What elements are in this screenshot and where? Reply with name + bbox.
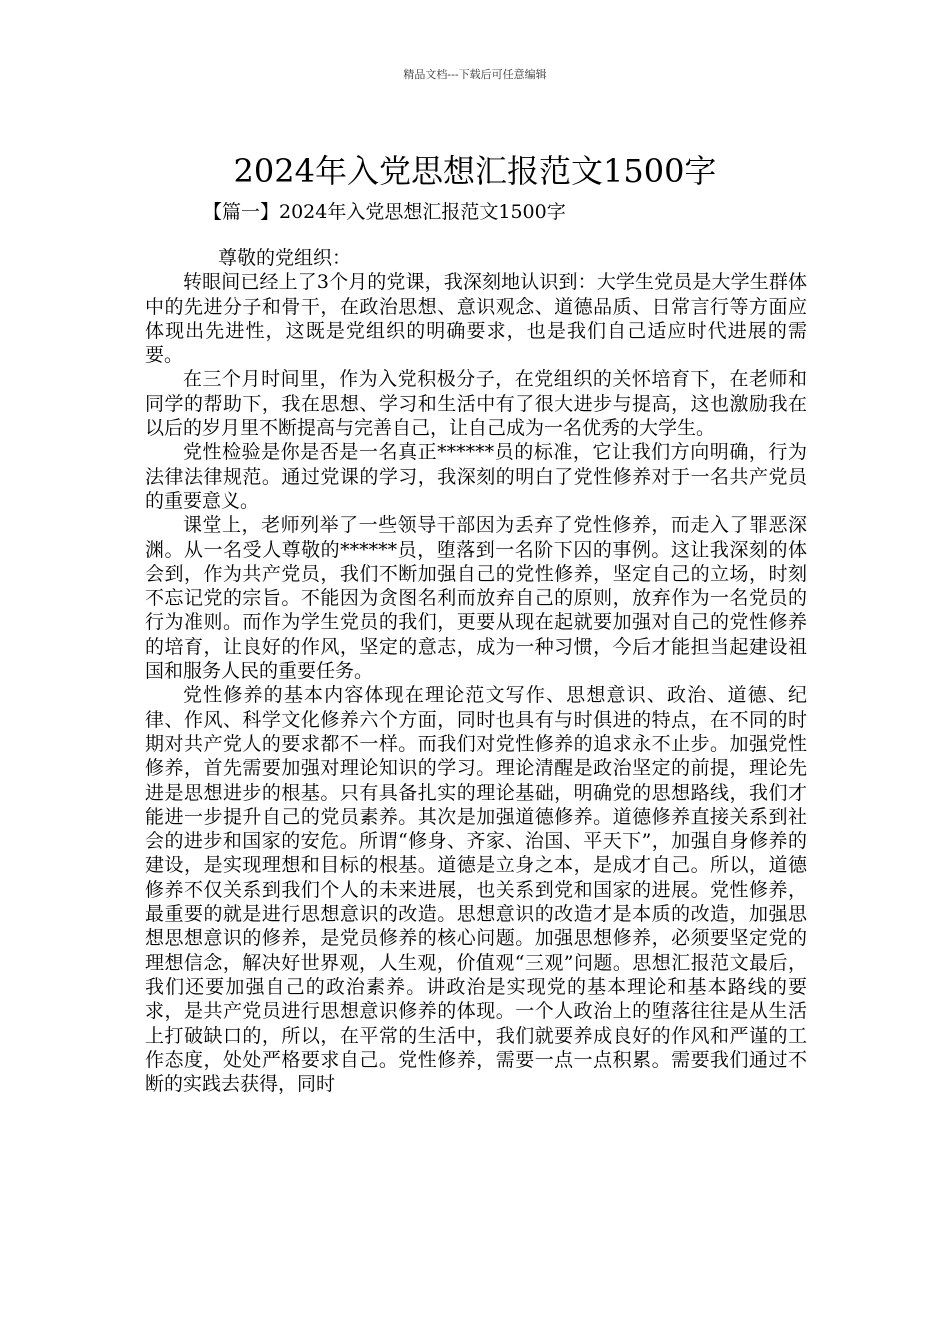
paragraph-1: 转眼间已经上了3个月的党课，我深刻地认识到：大学生党员是大学生群体中的先进分子和骨干，在政治思想、意识观念、道德品质、日常言行等方面应体现出先进性，这既是党组织的明确要求，也是我们自己适应时代进展的需要。 [145,271,807,367]
paragraph-4: 课堂上，老师列举了一些领导干部因为丢弃了党性修养，而走入了罪恶深渊。从一名受人尊敬的******员，堕落到一名阶下囚的事例。这让我深刻的体会到，作为共产党员，我们不断加强自己的党性修养，坚定自己的立场，时刻不忘记党的宗旨。不能因为贪图名利而放弃自己的原则，放弃作为一名党员的行为准则。而作为学生党员的我们，更要从现在起就要加强对自己的党性修养的培育，让良好的作风，坚定的意志，成为一种习惯，今后才能担当起建设祖国和服务人民的重要任务。 [145,514,807,683]
document-body [145,246,807,1096]
section-heading: 【篇一】2024年入党思想汇报范文1500字 [203,201,566,223]
page-header: 精品文档---下载后可任意编辑 [403,68,547,81]
paragraph-5: 党性修养的基本内容体现在理论范文写作、思想意识、政治、道德、纪律、作风、科学文化修养六个方面，同时也具有与时俱进的特点，在不同的时期对共产党人的要求都不一样。而我们对党性修养的追求永不止步。加强党性修养，首先需要加强对理论知识的学习。理论清醒是政治坚定的前提，理论先进是思想进步的根基。只有具备扎实的理论基础，明确党的思想路线，我们才能进一步提升自己的党员素养。其次是加强道德修养。道德修养直接关系到社会的进步和国家的安危。所谓“修身、齐家、治国、平天下”，加强自身修养的建设，是实现理想和目标的根基。道德是立身之本，是成才自己。所以，道德修养不仅关系到我们个人的未来进展，也关系到党和国家的进展。党性修养，最重要的就是进行思想意识的改造。思想意识的改造才是本质的改造，加强思想思想意识的修养，是党员修养的核心问题。加强思想修养，必须要坚定党的理想信念，解决好世界观，人生观，价值观“三观”问题。思想汇报范文最后，我们还要加强自己的政治素养。讲政治是实现党的基本理论和基本路线的要求，是共产党员进行思想意识修养的体现。一个人政治上的堕落往往是从生活上打破缺口的，所以，在平常的生活中，我们就要养成良好的作风和严谨的工作态度，处处严格要求自己。党性修养，需要一点一点积累。需要我们通过不断的实践去获得，同时 [145,684,807,1096]
document-title: 2024年入党思想汇报范文1500字 [233,152,717,191]
salutation: 尊敬的党组织： [218,247,352,269]
paragraph-2: 在三个月时间里，作为入党积极分子，在党组织的关怀培育下，在老师和同学的帮助下，我在思想、学习和生活中有了很大进步与提高，这也激励我在以后的岁月里不断提高与完善自己，让自己成为一名优秀的大学生。 [145,368,807,440]
paragraph-3: 党性检验是你是否是一名真正******员的标准，它让我们方向明确，行为法律法律规范。通过党课的学习，我深刻的明白了党性修养对于一名共产党员的重要意义。 [145,441,807,512]
